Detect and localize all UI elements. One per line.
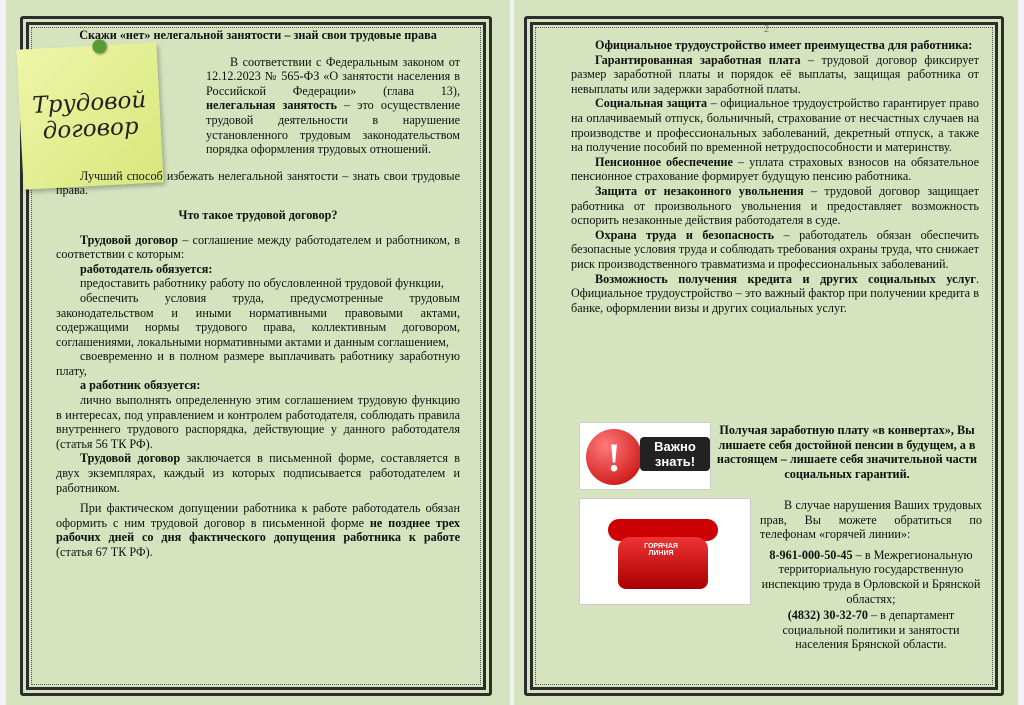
- advantage-safety: Охрана труда и безопасность – работодатель обязан обеспечить безопасные условия труда и соблюдать требования охраны труда, что снижает риск производственного травматизма и профессиональных заболеваний.: [571, 227, 979, 271]
- advantages-heading: Официальное трудоустройство имеет преимущества для работника:: [595, 38, 973, 52]
- exclamation-icon: !: [586, 429, 642, 485]
- section-question: Что такое трудовой договор?: [178, 207, 338, 222]
- definition-paragraph: Трудовой договор – соглашение между работодателем и работником, в соответствии с которым:: [56, 232, 460, 262]
- left-text: [56, 28, 460, 566]
- advantage-dismissal: Защита от незаконного увольнения – трудовой договор защищает работника от произвольного увольнения и предоставляет возможность оспорить незаконные действия работодателя в суде.: [571, 183, 979, 228]
- worker-duty-1: лично выполнять определенную этим соглашением трудовую функцию в интересах, под управлением и контролем работодателя, соблюдать правила внутреннего трудового распорядка, действующие у данного работодателя (статья 56 ТК РФ).: [56, 393, 460, 451]
- note-line-1: Трудовой: [31, 87, 147, 119]
- employer-heading: работодатель обязуется:: [80, 261, 213, 276]
- employer-duty-3: своевременно и в полном размере выплачивать работнику заработную плату,: [56, 349, 460, 378]
- right-page: [514, 0, 1018, 705]
- warning-text: Получая заработную плату «в конвертах», Вы лишаете себя достойной пенсии в будущем, а в настоящем – лишаете себя значительной части социальных гарантий.: [716, 423, 978, 481]
- advantage-social: Социальная защита – официальное трудоустройство гарантирует право на оплачиваемый отпуск, больничный, страхование от несчастных случаев на производстве и профессиональных заболеваний, декретный отпуск, а также на получение пособий по временной нетрудоспособности и материнству.: [571, 96, 979, 155]
- employer-duty-1: предоставить работнику работу по обусловленной трудовой функции,: [80, 276, 444, 291]
- important-badge-image: [579, 422, 711, 490]
- page-number: 2: [764, 24, 769, 35]
- note-line-2: договор: [42, 113, 140, 145]
- left-page: [6, 0, 510, 705]
- phone-tag: ГОРЯЧАЯ ЛИНИЯ: [644, 543, 678, 557]
- hotline-phone-image: [579, 498, 751, 605]
- intro-paragraph: В соответствии с Федеральным законом от 12.12.2023 № 565-ФЗ «О занятости населения в Российской Федерации» (глава 13), нелегальная занятость – это осуществление трудовой деятельности в нарушение установленного трудовым законодательством порядка оформления трудовых отношений.: [206, 54, 460, 157]
- contact-intro: В случае нарушения Ваших трудовых прав, Вы можете обратиться по телефонам «горячей линии»:: [760, 498, 982, 542]
- form-paragraph: Трудовой договор заключается в письменной форме, составляется в двух экземплярах, каждый из которых подписывается работодателем и работником.: [56, 451, 460, 495]
- warn-badge-label: Важно знать!: [640, 437, 710, 471]
- actual-admission-paragraph: При фактическом допущении работника к работе работодатель обязан оформить с ним трудовой договор в письменной форме не позднее трех рабочих дней со дня фактического допущения работника к работе (статья 67 ТК РФ).: [56, 501, 461, 559]
- advantage-pension: Пенсионное обеспечение – уплата страховых взносов на обязательное пенсионное страхование формирует будущую пенсию работника.: [571, 154, 979, 184]
- advantage-credit: Возможность получения кредита и других социальных услуг. Официальное трудоустройство – это важный фактор при получении кредита в банке, оформлении визы и других социальных услуг.: [571, 271, 979, 315]
- right-text: [571, 38, 979, 321]
- leaflet-title: Скажи «нет» нелегальной занятости – знай свои трудовые права: [79, 28, 437, 42]
- advantage-salary: Гарантированная заработная плата – трудовой договор фиксирует размер заработной платы и порядок её выплаты, защищая работника от невыплаты или задержки заработной платы.: [571, 52, 979, 96]
- best-way-paragraph: Лучший способ избежать нелегальной занятости – знать свои трудовые права.: [56, 168, 460, 198]
- contacts-block: [760, 498, 982, 658]
- hotline-department: (4832) 30-32-70 – в департамент социальной политики и занятости населения Брянской области.: [782, 608, 960, 652]
- employer-duty-2: обеспечить условия труда, предусмотренные трудовым законодательством и иными нормативными правовыми актами, содержащими нормы трудового права, коллективным договором, соглашениями, локальными нормативными актами и данным соглашением,: [56, 290, 460, 349]
- hotline-labor-inspection: 8-961-000-50-45 – в Межрегиональную территориальную государственную инспекцию труда в Орловской и Брянской областях;: [761, 547, 981, 606]
- worker-heading: а работник обязуется:: [80, 378, 201, 393]
